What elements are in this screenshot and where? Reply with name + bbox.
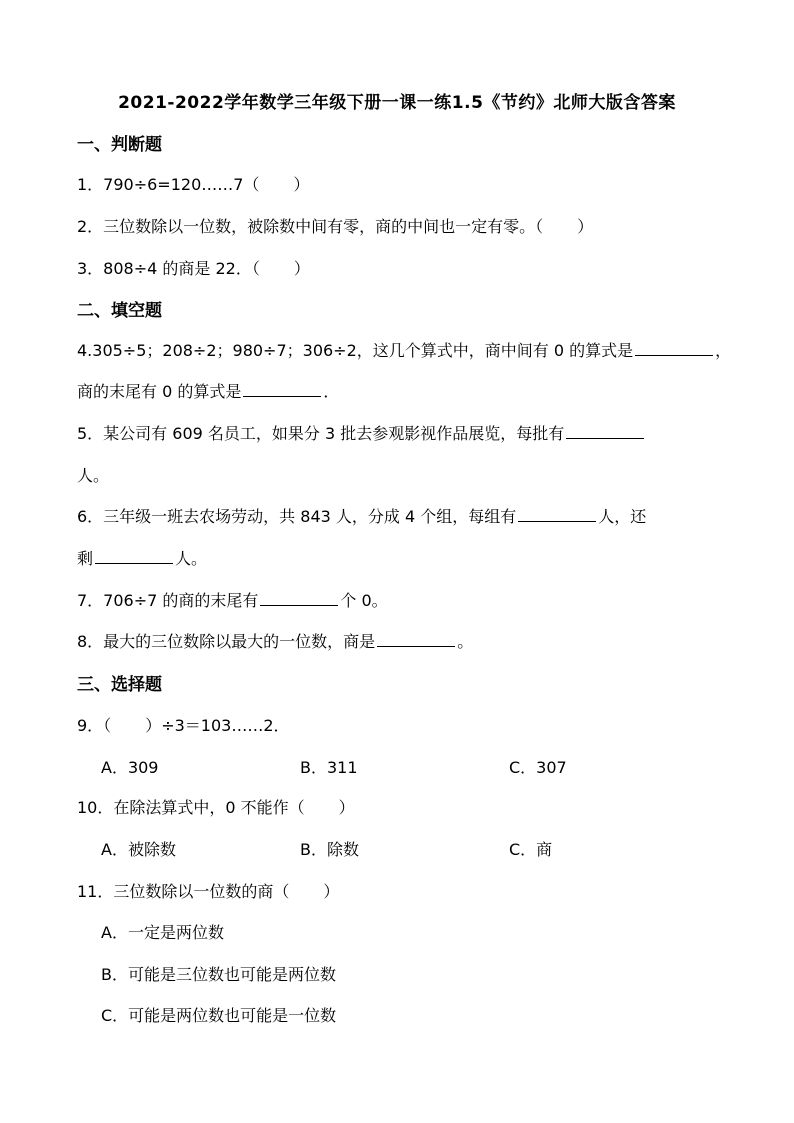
question-3-text: 3．808÷4 的商是 22．（ [77, 259, 260, 278]
question-6-tail: 人。 [175, 549, 208, 568]
option-a[interactable]: A．309 [101, 758, 159, 777]
question-8 [77, 629, 473, 652]
question-5-text-b: 人。 [77, 466, 110, 485]
question-5-line-2 [77, 463, 109, 486]
punctuation: ， [715, 341, 732, 360]
question-4-text-b: 商的末尾有 0 的算式是 [77, 382, 242, 401]
paren-close: ） [293, 259, 310, 278]
question-6-line-1 [77, 504, 646, 527]
option-c[interactable]: C．307 [509, 758, 567, 777]
question-10 [77, 795, 355, 818]
question-4-text: 4.305÷5；208÷2；980÷7；306÷2，这几个算式中，商中间有 0 的算式是 [77, 341, 634, 360]
option-b[interactable]: B．311 [300, 758, 358, 777]
question-3 [77, 256, 310, 279]
question-5-text: 5．某公司有 609 名员工，如果分 3 批去参观影视作品展览，每批有 [77, 424, 565, 443]
question-11-text: 11．三位数除以一位数的商（ [77, 882, 290, 901]
question-1-text: 1．790÷6=120……7（ [77, 175, 260, 194]
question-5-line-1 [77, 421, 646, 444]
question-11 [77, 879, 339, 902]
option-c[interactable]: C．商 [509, 840, 553, 859]
option-a[interactable]: A．被除数 [101, 840, 176, 859]
section-heading-fill-in: 二、填空题 [77, 301, 162, 321]
question-8-text: 8．最大的三位数除以最大的一位数，商是 [77, 632, 376, 651]
question-6-line-2 [77, 546, 207, 569]
question-6-mid: 人，还 [598, 507, 647, 526]
question-4-line-1 [77, 338, 731, 361]
section-heading-choice: 三、选择题 [77, 675, 162, 695]
question-8-tail: 。 [457, 632, 474, 651]
option-b[interactable]: B．除数 [300, 840, 359, 859]
question-2 [77, 214, 593, 237]
question-6-text: 6．三年级一班去农场劳动，共 843 人，分成 4 个组，每组有 [77, 507, 517, 526]
answer-blank[interactable] [95, 547, 173, 564]
option-b[interactable]: B．可能是三位数也可能是两位数 [101, 965, 336, 984]
question-10-text: 10．在除法算式中，0 不能作（ [77, 798, 305, 817]
answer-blank[interactable] [260, 589, 338, 606]
option-c[interactable]: C．可能是两位数也可能是一位数 [101, 1006, 337, 1025]
question-9-text: 9．（ [77, 716, 112, 735]
paren-close: ） [323, 882, 340, 901]
paren-close: ） [577, 217, 594, 236]
section-heading-judgement: 一、判断题 [77, 135, 162, 155]
question-9 [77, 713, 290, 736]
question-7 [77, 588, 388, 611]
paren-close: ） [338, 798, 355, 817]
answer-blank[interactable] [377, 630, 455, 647]
answer-blank[interactable] [635, 339, 713, 356]
paren-close: ） [293, 175, 310, 194]
question-7-text: 7．706÷7 的商的末尾有 [77, 591, 259, 610]
punctuation: ． [323, 382, 340, 401]
question-6-text-b: 剩 [77, 549, 94, 568]
question-4-line-2 [77, 379, 339, 402]
answer-blank[interactable] [243, 380, 321, 397]
question-1 [77, 172, 309, 195]
question-2-text: 2．三位数除以一位数，被除数中间有零，商的中间也一定有零。（ [77, 217, 544, 236]
question-7-tail: 个 0。 [340, 591, 388, 610]
answer-blank[interactable] [566, 422, 644, 439]
question-9-tail: ）÷3＝103……2． [145, 716, 290, 735]
document-title: 2021-2022学年数学三年级下册一课一练1.5《节约》北师大版含答案 [118, 93, 676, 113]
answer-blank[interactable] [518, 505, 596, 522]
option-a[interactable]: A．一定是两位数 [101, 923, 224, 942]
